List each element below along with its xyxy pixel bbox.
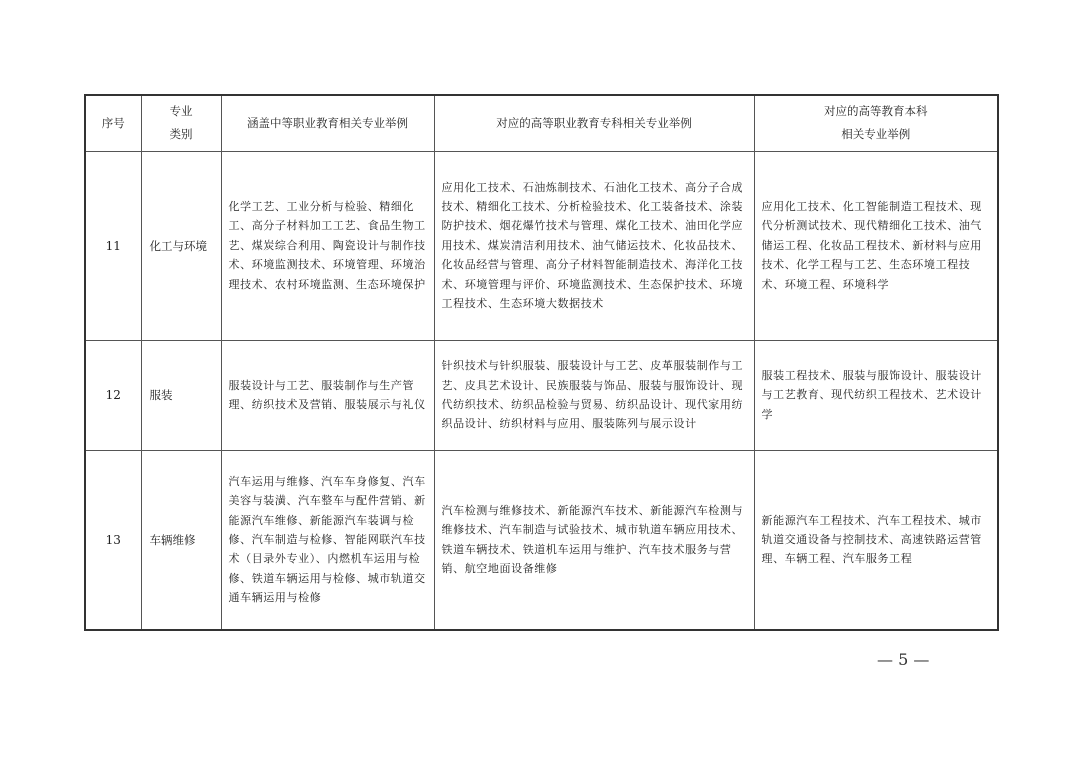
row-index: 11 (85, 151, 141, 340)
row-index: 12 (85, 340, 141, 450)
row-vocational-majors: 应用化工技术、石油炼制技术、石油化工技术、高分子合成技术、精细化工技术、分析检验技术、化工装备技术、涂装防护技术、烟花爆竹技术与管理、煤化工技术、油田化学应用技术、煤炭清洁利用技术、油气储运技术、化妆品技术、化妆品经营与管理、高分子材料智能制造技术、海洋化工技术、环境管理与评价、环境监测技术、生态保护技术、环境工程技术、生态环境大数据技术 (434, 151, 754, 340)
header-secondary-majors: 涵盖中等职业教育相关专业举例 (221, 95, 434, 151)
table-row (85, 450, 998, 630)
row-index: 13 (85, 450, 141, 630)
row-secondary-majors: 化学工艺、工业分析与检验、精细化工、高分子材料加工工艺、食品生物工艺、煤炭综合利用、陶瓷设计与制作技术、环境监测技术、环境管理、环境治理技术、农村环境监测、生态环境保护 (221, 151, 434, 340)
row-secondary-majors: 服装设计与工艺、服装制作与生产管理、纺织技术及营销、服装展示与礼仪 (221, 340, 434, 450)
row-undergrad-majors: 新能源汽车工程技术、汽车工程技术、城市轨道交通设备与控制技术、高速铁路运营管理、车辆工程、汽车服务工程 (754, 450, 998, 630)
row-undergrad-majors: 服装工程技术、服装与服饰设计、服装设计与工艺教育、现代纺织工程技术、艺术设计学 (754, 340, 998, 450)
row-vocational-majors: 汽车检测与维修技术、新能源汽车技术、新能源汽车检测与维修技术、汽车制造与试验技术、城市轨道车辆应用技术、铁道车辆技术、铁道机车运用与维护、汽车技术服务与营销、航空地面设备维修 (434, 450, 754, 630)
row-secondary-majors: 汽车运用与维修、汽车车身修复、汽车美容与装潢、汽车整车与配件营销、新能源汽车维修、新能源汽车装调与检修、汽车制造与检修、智能网联汽车技术（目录外专业）、内燃机车运用与检修、铁道车辆运用与检修、城市轨道交通车辆运用与检修 (221, 450, 434, 630)
row-undergrad-majors: 应用化工技术、化工智能制造工程技术、现代分析测试技术、现代精细化工技术、油气储运工程、化妆品工程技术、新材料与应用技术、化学工程与工艺、生态环境工程技术、环境工程、环境科学 (754, 151, 998, 340)
table-row (85, 340, 998, 450)
header-undergrad-majors: 对应的高等教育本科 相关专业举例 (754, 95, 998, 151)
row-category: 车辆维修 (141, 450, 221, 630)
row-category: 服装 (141, 340, 221, 450)
header-vocational-majors: 对应的高等职业教育专科相关专业举例 (434, 95, 754, 151)
header-category: 专业 类别 (141, 95, 221, 151)
page-number: — 5 — (877, 650, 930, 669)
table-row (85, 151, 998, 340)
header-index: 序号 (85, 95, 141, 151)
major-correspondence-table (84, 94, 999, 631)
row-vocational-majors: 针织技术与针织服装、服装设计与工艺、皮革服装制作与工艺、皮具艺术设计、民族服装与饰品、服装与服饰设计、现代纺织技术、纺织品检验与贸易、纺织品设计、现代家用纺织品设计、纺织材料与应用、服装陈列与展示设计 (434, 340, 754, 450)
row-category: 化工与环境 (141, 151, 221, 340)
table-header-row (85, 95, 998, 151)
